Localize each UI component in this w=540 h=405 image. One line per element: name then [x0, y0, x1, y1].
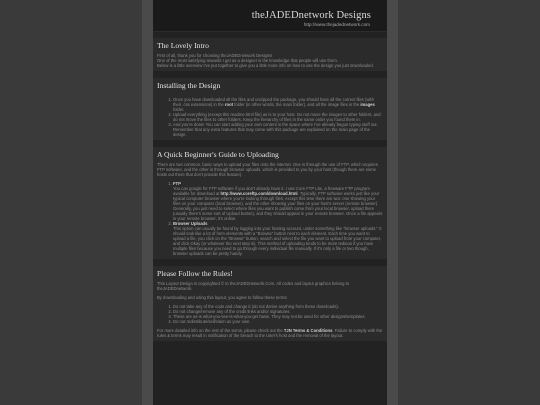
install-title: Installing the Design: [157, 81, 221, 90]
install-steps: [153, 97, 387, 137]
site-brand[interactable]: [252, 10, 371, 21]
guide-intro: There are two common, basic ways to upload your files onto the internet. One is through the use of FTP, which requires FTP software, and the other is through browser uploads, which is provided to you by your host (though there are some hosts out there that don't provide this feature).: [157, 162, 378, 177]
install-step: 2. Upload everything (except this readme.html file) as is to your host. Do not move the images to other folders, and do not move the files to other folders. Keep the hierarchy of files in the same order you found them in.: [173, 112, 383, 122]
install-section: [153, 78, 387, 140]
terms-link[interactable]: TJN Terms & Conditions: [283, 328, 333, 333]
browser-label: 2. Browser Uploads: [173, 221, 208, 226]
rules-copyright: This Layout Design is copyrighted © to theJADEDnetwork.Com. All codes and layout graphics belong to theJADEDnetwork.: [157, 281, 350, 291]
intro-line: First of all, thank you for choosing theJADEDnetwork Designs!: [157, 53, 273, 58]
intro-title: The Lovely Intro: [157, 41, 209, 50]
rule-item: 4. Do not redistribute/sell/claim as your own.: [173, 319, 383, 324]
rule-item: 3. These are as-is what-you-see-is-what-you-get basis. They may not be used for other designs/templates.: [173, 314, 383, 319]
ftp-download-link[interactable]: http://www.coreftp.com/download.html: [220, 191, 298, 196]
intro-line: Below is a little overview I've put together to give you a little more info on how to use the design you just downloaded.: [157, 63, 374, 68]
install-step: 3. And you're done! You can start adding your own content in the space where I've already begun typing stuff out. Remember that any extra features that may come with this package are explained on the main page of the design.: [173, 122, 383, 137]
rule-item: 2. Do not change/remove any of the credit links and/or signatures.: [173, 309, 383, 314]
left-border-strip: [142, 0, 153, 405]
guide-title: A Quick Beginner's Guide to Uploading: [157, 150, 279, 159]
ftp-label: 1. FTP: [173, 181, 181, 186]
install-step: 1. Once you have downloaded all the files and unzipped the package, you should have all the correct files (with their .css extensions) in the root folder (in other words, the main folder), and all the image files in the images folder.: [173, 97, 383, 112]
site-header: [153, 0, 387, 32]
right-border-strip: [387, 0, 398, 405]
rules-agreement: By downloading and using this layout, you agree to follow these terms:: [157, 295, 288, 300]
rules-footer: For more detailed info on the rest of the terms, please check out the TJN Terms & Conditions. Failure to comply with the rules & terms may result in notification of the breach to the User's host and the removal of the layout.: [157, 328, 383, 338]
upload-method-ftp: 1. FTP You can google for FTP software if you don't already have it. I use Core FTP Lite, a freeware FTP program available for download at http://www.coreftp.com/download.html. Typically, FTP software works just like your typical computer browser where you're looking through files, except this time there are two: one showing your files on your computer (local browser), and the other showing your files on your host's server (remote browser). Generally, you just need to select where files you want to publish come from your local browser, upload them (usually there's some sort of Upload button), and they should appear in your remote browser. Once a file appears in your remote browser, it's online.: [173, 181, 383, 221]
intro-line: One of the most satisfying rewards I get as a designer is the knowledge that people will use them.: [157, 58, 338, 63]
rules-list: [153, 304, 387, 324]
brand-name: theJADEDnetwork: [251, 10, 334, 21]
rules-section: [153, 266, 387, 341]
rules-title: Please Follow the Rules!: [157, 269, 233, 278]
guide-section: [153, 147, 387, 259]
upload-method-browser: 2. Browser Uploads This option can usually be found by logging into your hosting account, under something like "browser uploads." It should look like a lot of form elements with a "Browse" button next to each element. Each time you want to upload a file, you click on the "Browse" button, search and select the file you want to upload from your computer, and click Okay (or whatever the next step is). This method of uploading tends to be more tedious if you have multiple files because you need to go through every individual file manually. If it's only a file or two though, browser uploads can be pretty handy.: [173, 221, 383, 256]
page-content: [153, 0, 387, 405]
upload-methods: [153, 181, 387, 256]
site-url[interactable]: http://www.thejadednetwork.com: [303, 22, 370, 27]
rule-item: 1. Do not take any of the code and change it (do not derive anything from these downloads).: [173, 304, 383, 309]
brand-suffix: Designs: [333, 10, 371, 21]
intro-section: [153, 38, 387, 71]
